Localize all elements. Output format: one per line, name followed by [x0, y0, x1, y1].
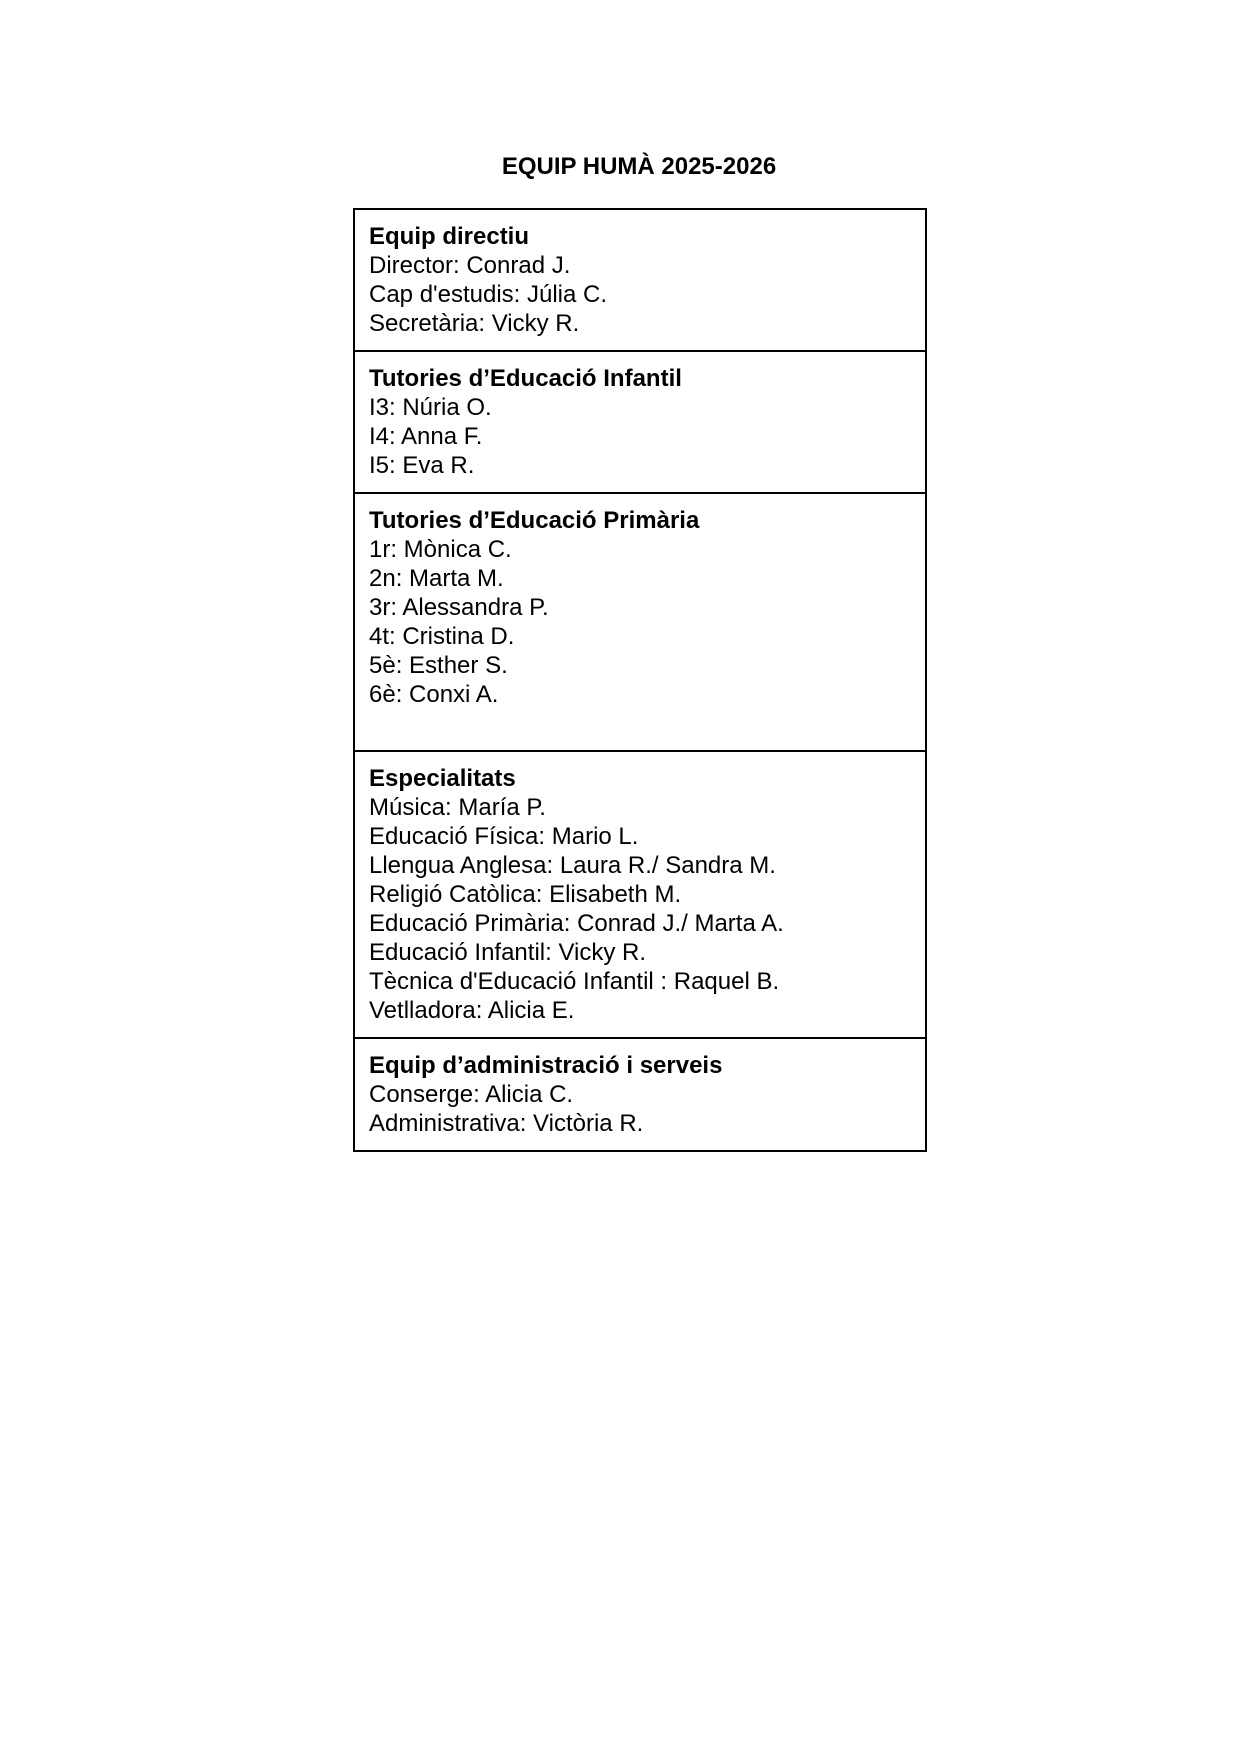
section-administracio-serveis — [355, 1037, 925, 1150]
section-heading: Equip directiu — [369, 223, 530, 250]
staff-line: Conserge: Alicia C. — [369, 1081, 574, 1108]
section-especialitats — [355, 750, 925, 1037]
blank-line — [369, 709, 911, 738]
staff-line: I5: Eva R. — [369, 452, 475, 479]
section-tutories-infantil — [355, 350, 925, 492]
staff-line: Vetlladora: Alicia E. — [369, 997, 575, 1024]
section-heading: Especialitats — [369, 765, 516, 792]
page-title: EQUIP HUMÀ 2025-2026 — [501, 153, 777, 180]
staff-line: Música: María P. — [369, 794, 546, 821]
staff-line: Educació Infantil: Vicky R. — [369, 939, 647, 966]
staff-line: 3r: Alessandra P. — [369, 594, 549, 621]
section-heading: Equip d’administració i serveis — [369, 1052, 723, 1079]
staff-line: Llengua Anglesa: Laura R./ Sandra M. — [369, 852, 776, 879]
staff-line: Cap d'estudis: Júlia C. — [369, 281, 608, 308]
section-heading: Tutories d’Educació Infantil — [369, 365, 682, 392]
staff-line: 5è: Esther S. — [369, 652, 508, 679]
staff-line: Director: Conrad J. — [369, 252, 571, 279]
staff-table — [353, 208, 927, 1152]
section-tutories-primaria — [355, 492, 925, 750]
section-heading: Tutories d’Educació Primària — [369, 507, 700, 534]
staff-line: Tècnica d'Educació Infantil : Raquel B. — [369, 968, 780, 995]
staff-line: Administrativa: Victòria R. — [369, 1110, 644, 1137]
staff-line: Educació Física: Mario L. — [369, 823, 639, 850]
staff-line: 4t: Cristina D. — [369, 623, 515, 650]
staff-line: Educació Primària: Conrad J./ Marta A. — [369, 910, 784, 937]
staff-line: Religió Catòlica: Elisabeth M. — [369, 881, 682, 908]
staff-line: I3: Núria O. — [369, 394, 492, 421]
staff-line: 6è: Conxi A. — [369, 681, 499, 708]
staff-line: Secretària: Vicky R. — [369, 310, 580, 337]
staff-line: 1r: Mònica C. — [369, 536, 512, 563]
section-equip-directiu — [355, 210, 925, 350]
staff-line: 2n: Marta M. — [369, 565, 504, 592]
staff-line: I4: Anna F. — [369, 423, 483, 450]
